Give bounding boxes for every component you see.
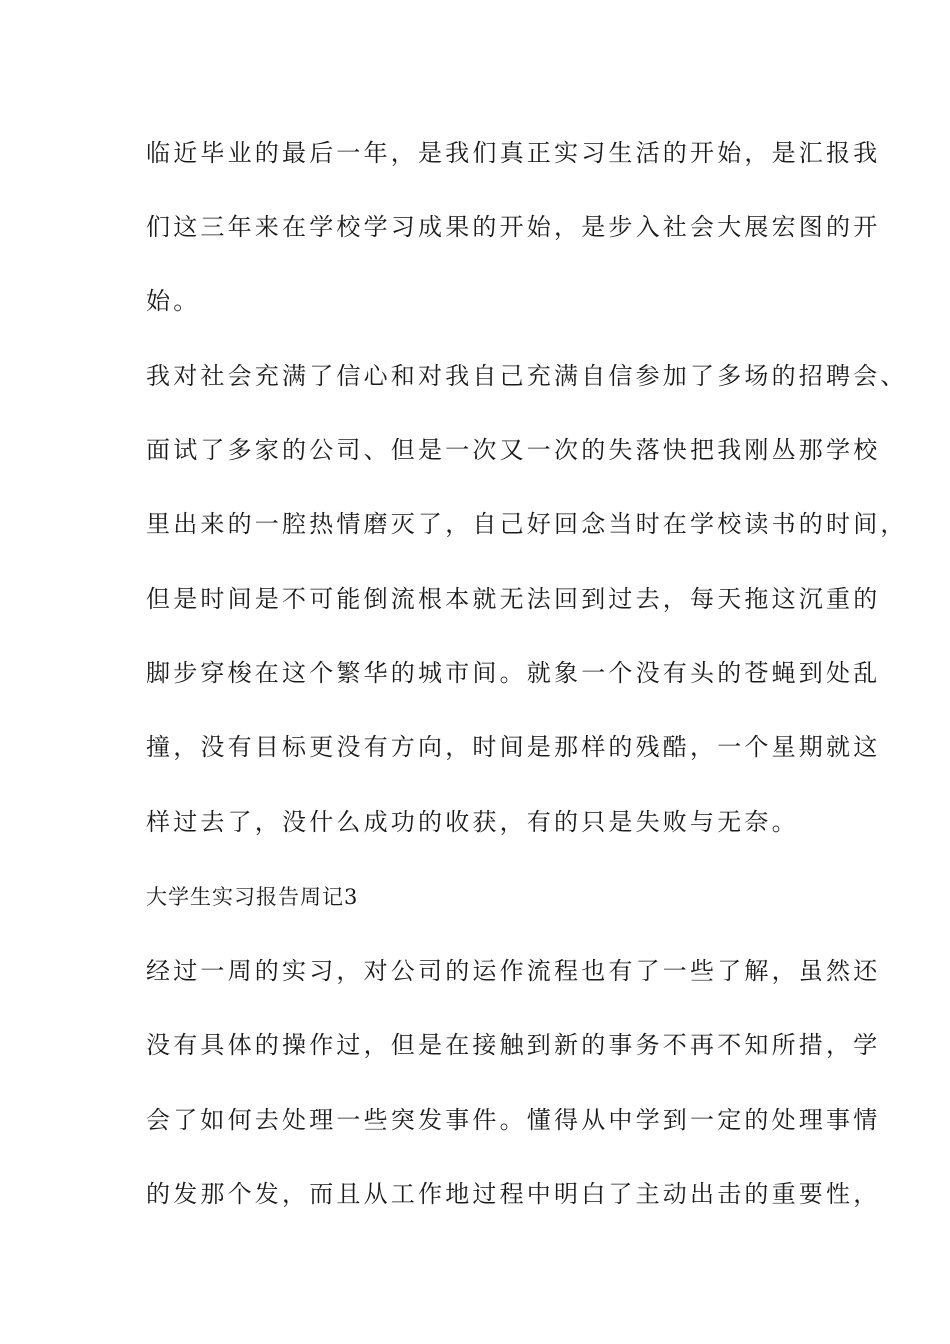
paragraph-3-line-1: 经过一周的实习，对公司的运作流程也有了一些了解，虽然还: [146, 957, 881, 985]
paragraph-3-line-4: 的发那个发，而且从工作地过程中明白了主动出击的重要性，: [146, 1180, 881, 1208]
paragraph-2-line-2: 面试了多家的公司、但是一次又一次的失落快把我刚丛那学校: [146, 436, 881, 464]
paragraph-2-line-7: 样过去了，没什么成功的收获，有的只是失败与无奈。: [146, 808, 799, 836]
paragraph-1-line-2: 们这三年来在学校学习成果的开始，是步入社会大展宏图的开: [146, 213, 881, 241]
paragraph-3-line-3: 会了如何去处理一些突发事件。懂得从中学到一定的处理事情: [146, 1106, 881, 1134]
section-heading: 大学生实习报告周记3: [146, 885, 359, 909]
paragraph-2-line-6: 撞，没有目标更没有方向，时间是那样的残酷，一个星期就这: [146, 733, 881, 761]
paragraph-2-line-1: 我对社会充满了信心和对我自己充满自信参加了多场的招聘会、: [146, 362, 908, 390]
paragraph-2-line-4: 但是时间是不可能倒流根本就无法回到过去，每天拖这沉重的: [146, 585, 881, 613]
paragraph-2-line-5: 脚步穿梭在这个繁华的城市间。就象一个没有头的苍蝇到处乱: [146, 659, 881, 687]
paragraph-2-line-3: 里出来的一腔热情磨灭了，自己好回念当时在学校读书的时间，: [146, 510, 908, 538]
paragraph-1-line-3: 始。: [146, 287, 201, 315]
paragraph-3-line-2: 没有具体的操作过，但是在接触到新的事务不再不知所措，学: [146, 1031, 881, 1059]
paragraph-1-line-1: 临近毕业的最后一年，是我们真正实习生活的开始，是汇报我: [146, 139, 881, 167]
